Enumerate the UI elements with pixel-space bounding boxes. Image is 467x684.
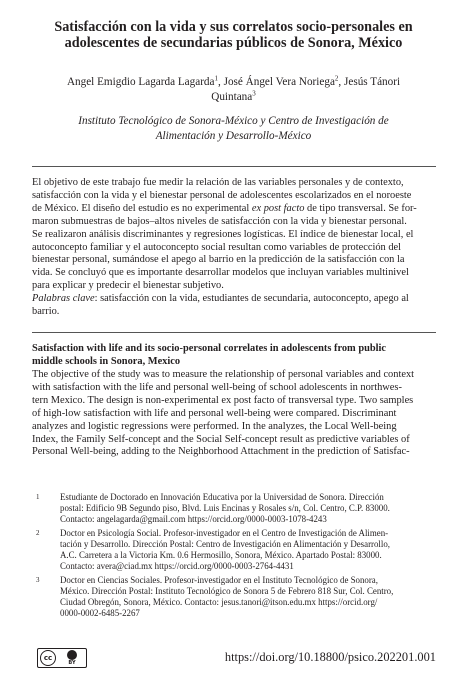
footnote-line: A.C. Carretera a la Victoria Km. 0.6 Hermosillo, Sonora, México. Apartado Postal: 83000. — [60, 549, 382, 560]
footnote-number: 3 — [36, 575, 40, 584]
abstract-line: satisfacción con la vida y el bienestar personal de adolescentes escolarizados en el noroeste — [32, 189, 412, 201]
author-line — [40, 75, 427, 90]
footnote-line: Doctor en Ciencias Sociales. Profesor-investigador en el Instituto Tecnológico de Sonora, — [60, 574, 378, 585]
cc-by-license-badge[interactable] — [37, 648, 87, 668]
abstract-line: autoconcepto familiar y el autoconcepto social resultan como variables de protección del — [32, 241, 402, 253]
article-title — [30, 19, 437, 51]
doi-link[interactable]: https://doi.org/10.18800/psico.202201.001 — [224, 650, 436, 664]
footnote — [32, 492, 436, 525]
author-separator: , — [218, 76, 224, 88]
abstract-line: maron submuestras de bajos–altos niveles de satisfacción con la vida y bienestar personal. — [32, 215, 407, 227]
footnote-line: Doctor en Psicología Social. Profesor-investigador en el Centro de Investigación de Alimen- — [60, 527, 389, 538]
author-name: Jesús Tánori — [344, 76, 401, 88]
by-label: BY — [68, 660, 76, 666]
affiliation-line: Instituto Tecnológico de Sonora-México y Centro de Investigación de — [78, 115, 389, 127]
abstract-spanish — [32, 177, 436, 319]
author-superscript: 1 — [214, 74, 218, 83]
abstract-line: Personal Well-being, adding to the Neighborhood Attachment in the prediction of Satisfac- — [32, 446, 410, 458]
keywords-label: Palabras clave — [32, 293, 95, 305]
author-superscript: 3 — [252, 89, 256, 98]
abstract-line: Index, the Family Self-concept and the Social Self-concept result as predictive variables of — [32, 433, 410, 445]
abstract-line: analyzes and logistic regressions were performed. In the analyzes, the Local Well-being — [32, 420, 397, 432]
author-separator: , — [338, 76, 345, 88]
english-title-line: middle schools in Sonora, Mexico — [32, 355, 181, 367]
attribution-icon — [62, 650, 82, 666]
title-line: adolescentes de secundarias públicos de Sonora, México — [64, 35, 403, 51]
author-superscript: 2 — [334, 74, 339, 83]
author-name: Quintana — [211, 91, 253, 103]
footnote-line: Contacto: avera@ciad.mx https://orcid.org/0000-0003-2764-4431 — [60, 561, 294, 572]
creative-commons-icon: cc — [40, 650, 56, 666]
keywords-line: barrio. — [32, 306, 60, 318]
abstract-line: El objetivo de este trabajo fue medir la relación de las variables personales y de contexto, — [32, 177, 404, 188]
abstract-line: tern Mexico. The design is non-experimental ex post facto of transversal type. Two samples — [32, 394, 414, 406]
abstract-text: de tipo transversal. Se for- — [304, 202, 417, 214]
middle-divider — [32, 332, 436, 333]
author-name: José Ángel Vera Noriega — [223, 76, 335, 88]
abstract-line: Se realizaron análisis discriminantes y regresiones logísticas. El índice de bienestar local, el — [32, 228, 414, 240]
author-name: Angel Emigdio Lagarda Lagarda — [66, 76, 215, 88]
abstract-text: de México. El diseño del estudio es no experimental — [32, 202, 252, 214]
footnotes — [32, 492, 436, 622]
footnote-line: 0000-0002-6485-2267 — [60, 607, 140, 618]
abstract-line: vida. Se concluyó que es importante desarrollar modelos que incluyan variables multinivel — [32, 267, 409, 279]
author-list — [40, 75, 427, 105]
abstract-line: bienestar personal, sumándose el apego al barrio en la predicción de la satisfacción con la — [32, 254, 405, 266]
english-title — [32, 343, 436, 369]
footnote-line: Ciudad Obregón, Sonora, México. Contacto: jesus.tanori@itson.edu.mx https://orcid.org/ — [60, 596, 378, 607]
footnote-number: 2 — [36, 528, 40, 537]
footnote-number: 1 — [36, 493, 40, 501]
abstract-line: with satisfaction with the life and personal well-being of school adolescents in northwes- — [32, 381, 402, 393]
top-divider — [32, 166, 436, 167]
title-line: Satisfacción con la vida y sus correlatos socio-personales en — [54, 19, 413, 35]
footnote-line: postal: Edificio 9B Segundo piso, Blvd. Luis Encinas y Rosales s/n, Col. Centro, C.P. 83000. — [60, 503, 390, 514]
footnote-line: Estudiante de Doctorado en Innovación Educativa por la Universidad de Sonora. Dirección — [60, 492, 384, 502]
abstract-line: para explicar y predecir el bienestar subjetivo. — [32, 280, 224, 292]
footnote-line: tación y Desarrollo. Dirección Postal: Centro de Investigación en Alimentación y Desarrollo, — [60, 538, 391, 549]
footnote-line: México. Dirección Postal: Instituto Tecnológico de Sonora 5 de Febrero 818 Sur, Col. Centro, — [60, 585, 394, 596]
english-title-line: Satisfaction with life and its socio-personal correlates in adolescents from public — [32, 343, 387, 354]
footnote-line: Contacto: angelagarda@gmail.com https://orcid.org/0000-0003-1078-4243 — [60, 514, 327, 525]
abstract-line: The objective of the study was to measure the relationship of personal variables and context — [32, 369, 415, 380]
keywords-text: : satisfacción con la vida, estudiantes de secundaria, autoconcepto, apego al — [94, 293, 409, 305]
footnote — [32, 528, 436, 572]
abstract-line: of high-low satisfaction with life and personal well-being were compared. Discriminant — [32, 407, 397, 419]
author-line — [40, 90, 427, 105]
abstract-italic: ex post facto — [251, 202, 305, 214]
abstract-line — [32, 203, 436, 216]
person-icon — [67, 650, 77, 660]
affiliation-line: Alimentación y Desarrollo-México — [155, 130, 312, 142]
footnote — [32, 575, 436, 619]
keywords-line — [32, 293, 436, 306]
abstract-english — [32, 369, 436, 459]
affiliation — [50, 114, 417, 144]
